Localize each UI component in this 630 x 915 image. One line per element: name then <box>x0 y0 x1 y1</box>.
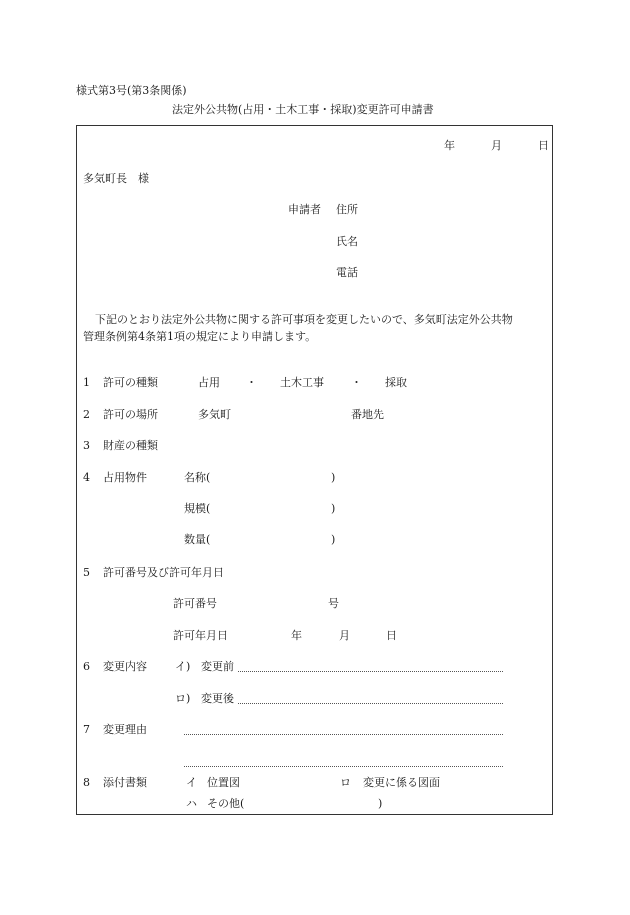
item6-before-label: 変更前 <box>201 660 234 673</box>
item7-number: 7 <box>83 723 90 736</box>
item4-label: 占用物件 <box>103 471 147 484</box>
item8-ro-marker: ロ <box>340 776 351 789</box>
item8-location-map: 位置図 <box>207 776 240 789</box>
item1-option-extraction: 採取 <box>385 376 407 389</box>
item5-year: 年 <box>291 629 302 642</box>
date-year: 年 <box>444 139 455 152</box>
body-text-line2: 管理条例第4条第1項の規定により申請します。 <box>83 330 317 343</box>
item3-label: 財産の種類 <box>103 439 158 452</box>
item6-before-marker: イ) <box>175 660 191 673</box>
item8-ha-marker: ハ <box>186 797 197 810</box>
item4-scale-close: ) <box>331 502 336 515</box>
date-month: 月 <box>491 139 502 152</box>
item5-permit-number-suffix: 号 <box>328 597 339 610</box>
item1-option-civil-works: 土木工事 <box>280 376 324 389</box>
item4-scale-field: 規模( <box>184 502 211 515</box>
applicant-phone-label: 電話 <box>336 266 358 279</box>
item3-number: 3 <box>83 439 90 452</box>
item8-number: 8 <box>83 776 90 789</box>
item6-after-label: 変更後 <box>201 692 234 705</box>
item7-label: 変更理由 <box>103 723 147 736</box>
item8-change-drawing: 変更に係る図面 <box>363 776 440 789</box>
item2-suffix: 番地先 <box>351 408 384 421</box>
item7-dotted-line-2 <box>184 766 503 767</box>
item1-option-occupancy: 占用 <box>198 376 220 389</box>
item5-number: 5 <box>83 566 90 579</box>
item2-number: 2 <box>83 408 90 421</box>
body-text-line1: 下記のとおり法定外公共物に関する許可事項を変更したいので、多気町法定外公共物 <box>95 313 513 326</box>
item1-separator-2: ・ <box>351 376 362 389</box>
item5-label: 許可番号及び許可年月日 <box>103 566 224 579</box>
item4-quantity-close: ) <box>331 533 336 546</box>
addressee: 多気町長 様 <box>83 172 149 185</box>
form-frame <box>76 125 553 815</box>
item2-label: 許可の場所 <box>103 408 158 421</box>
item6-after-marker: ロ) <box>175 692 191 705</box>
item4-name-field: 名称( <box>184 471 211 484</box>
item5-permit-date-label: 許可年月日 <box>173 629 228 642</box>
item6-number: 6 <box>83 660 90 673</box>
item4-quantity-field: 数量( <box>184 533 211 546</box>
item2-town: 多気町 <box>198 408 231 421</box>
applicant-name-label: 氏名 <box>336 235 358 248</box>
item5-day: 日 <box>386 629 397 642</box>
form-number: 様式第3号(第3条関係) <box>76 84 187 97</box>
item8-i-marker: イ <box>186 776 197 789</box>
item6-after-dotted-line <box>238 703 503 704</box>
item1-label: 許可の種類 <box>103 376 158 389</box>
item8-other: その他( <box>207 797 245 810</box>
item4-number: 4 <box>83 471 90 484</box>
form-title: 法定外公共物(占用・土木工事・採取)変更許可申請書 <box>172 103 434 116</box>
item6-before-dotted-line <box>238 671 503 672</box>
applicant-label: 申請者 <box>288 203 321 216</box>
item1-separator-1: ・ <box>246 376 257 389</box>
applicant-address-label: 住所 <box>336 203 358 216</box>
item7-dotted-line-1 <box>184 734 503 735</box>
item1-number: 1 <box>83 376 90 389</box>
item4-name-close: ) <box>331 471 336 484</box>
item8-label: 添付書類 <box>103 776 147 789</box>
item8-other-close: ) <box>378 797 383 810</box>
item5-permit-number-label: 許可番号 <box>173 597 217 610</box>
item6-label: 変更内容 <box>103 660 147 673</box>
item5-month: 月 <box>339 629 350 642</box>
date-day: 日 <box>538 139 549 152</box>
